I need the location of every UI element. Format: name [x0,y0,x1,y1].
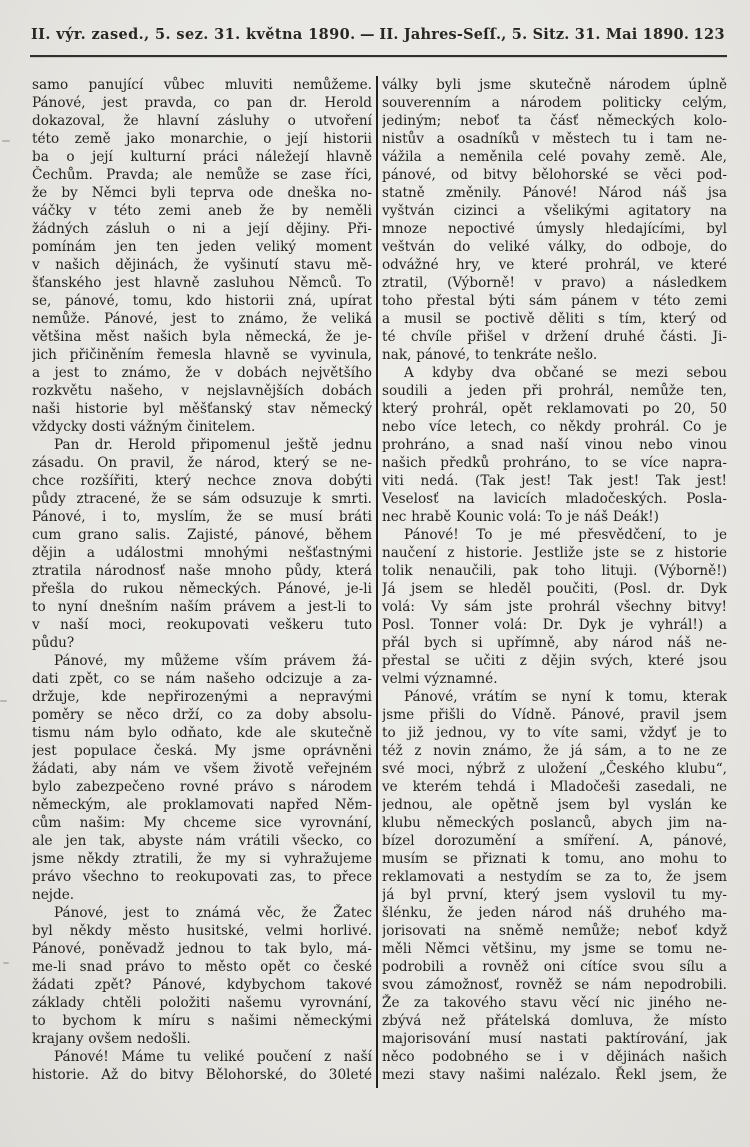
text-line: viti nedá. (Tak jest! Tak jest! Tak jest! [382,473,727,489]
text-line: žádných zásluh o ni a její dějiny. Při- [32,221,372,237]
text-line: dějin a událostmi mnohými nešťastnými [32,545,372,561]
text-line: svou zámožnosť, rovněž se nám nepodrobili. [382,977,727,993]
text-line: já byl první, který jsem vyslovil tu my- [382,887,727,903]
text-line: Pánové, my můžeme vším právem žá- [54,653,372,669]
text-line: šťanského jest hlavně zasluhou Němců. To [32,275,372,291]
text-line: cům našim: My chceme sice vyrovnání, [32,815,372,831]
text-line: tismu nám bylo odňato, kde ale skutečně [32,725,372,741]
text-line: německým, ale proklamovati napřed Něm- [32,797,372,813]
text-line: byl někdy město husitské, velmi horlivé. [32,923,372,939]
text-line: jest populace česká. My jsme oprávněni [32,743,372,759]
text-line: dokazoval, že hlavní zásluhy o utvoření [32,113,372,129]
text-line: přál bych si upřímně, aby národ náš ne- [382,635,727,651]
text-line: nebo více letech, co někdy prohrál. Co je [382,419,727,435]
text-line: jorisovati na sněmě nemůže; neboť když [382,923,727,939]
text-line: své moci, nýbrž z uložení „Českého klubu“, [382,761,727,777]
text-line: Pan dr. Herold připomenul ještě jednu [54,437,372,453]
text-line: samo panující vůbec mluviti nemůžeme. [32,77,372,93]
page-header [31,26,725,50]
text-line: Že za takového stavu věcí nic jiného ne- [382,995,727,1011]
text-line: a jest to známo, že v dobách největšího [32,365,372,381]
header-rule [30,55,727,57]
text-line: klubu německých poslanců, abych jim na- [382,815,727,831]
text-line: Já jsem se hleděl poučiti, (Posl. dr. Dyk [382,581,727,597]
text-line: Pánové, vrátím se nyní k tomu, kterak [404,689,727,705]
text-line: mezi stavy našimi nalézalo. Řekl jsem, že [382,1067,727,1083]
text-line: držuje, kde nepřirozenými a nepravými [32,689,372,705]
text-line: většina měst našich byla německá, že je- [32,329,372,345]
text-line: ztratila národnosť naše mnoho půdy, která [32,563,372,579]
text-body [32,76,727,1088]
text-line: přestal se učiti z dějin svých, které jsou [382,653,727,669]
text-line: též z novin známo, že já sám, a to ne ze [382,743,727,759]
text-line: mnoze nepoctivé úmysly hledajícími, byl [382,221,727,237]
text-line: to bychom k míru s našimi německými [32,1013,372,1029]
header-session-czech: II. výr. zased., 5. sez. 31. května 1890. [31,26,356,43]
text-line: Pánové, poněvadž jednou to tak bylo, má- [32,941,372,957]
text-line: to již jednou, vy to víte sami, vždyť je to [382,725,727,741]
right-column [382,76,727,1088]
text-line: právo všechno to reokupovati zas, to přece [32,869,372,885]
text-line: reklamovati a nestydím se za to, že jsem [382,869,727,885]
text-line: volá: Vy sám jste prohrál všechny bitvy! [382,599,727,615]
text-line: dati zpět, co se nám našeho odcizuje a za- [32,671,372,687]
text-line: zásadu. On pravil, že národ, který se ne- [32,455,372,471]
text-line: něco podobného se i v dějinách našich [382,1049,727,1065]
text-line: podrobili a rovněž oni cítíce svou sílu a [382,959,727,975]
text-line: základy chtěli položiti našemu vyrovnání, [32,995,372,1011]
text-line: souverenním a národem politicky celým, [382,95,727,111]
text-line: Pánové, i to, myslím, že se musí bráti [32,509,372,525]
text-line: majorisování musí nastati paktírování, jak [382,1031,727,1047]
text-line: jich přičiněním řemesla hlavně se vyvinula, [32,347,372,363]
text-line: A kdyby dva občané se mezi sebou [404,365,727,381]
text-line: jednou, ale opětně jsem byl vyslán ke [382,797,727,813]
header-dash: — [360,26,375,43]
text-line: Pánové, jest to známá věc, že Žatec [54,905,372,921]
text-line: poměry se něco drží, co za doby absolu- [32,707,372,723]
text-line: půdy ztracené, že se sám odsuzuje k smrti. [32,491,372,507]
text-line: přešla do rukou německých. Pánové, je-li [32,581,372,597]
text-line: historie. Až do bitvy Bělohorské, do 30leté [32,1067,372,1083]
text-line: této země jako monarchie, o její historii [32,131,372,147]
text-line: války byli jsme skutečně národem úplně [382,77,727,93]
text-line: té chvíle přišel v držení druhé části. Ji- [382,329,727,345]
text-line: veštván do veliké války, do odboje, do [382,239,727,255]
text-line: jsme přišli do Vídně. Pánové, pravil jsem [382,707,727,723]
text-line: velmi významné. [382,671,498,687]
text-line: v našich dějinách, že vyšinutí stavu mě- [32,257,372,273]
text-line: našich předků prohráno, to se více napra- [382,455,727,471]
text-line: vždycky dosti vážným činitelem. [32,419,256,435]
text-line: ba o její kulturní práci náležejí hlavně [32,149,372,165]
text-line: rozkvětu našeho, v nejslavnějších dobách [32,383,372,399]
text-line: šlénku, že jeden národ náš druhého ma- [382,905,727,921]
text-line: Pánové, jest pravda, co pan dr. Herold [32,95,372,111]
text-line: zbývá než přátelská domluva, že místo [382,1013,727,1029]
scan-artifact [0,700,7,702]
text-line: to nyní dnešním naším právem a jest-li to [32,599,372,615]
text-line: tolik nenaučili, pak toho lituji. (Výborně!) [382,563,727,579]
column-divider [376,76,378,1088]
text-line: pomínám jen ten jeden veliký moment [32,239,372,255]
page-number: 123 [693,26,725,43]
text-line: který prohrál, opět reklamovati po 20, 50 [382,401,727,417]
text-line: váčky v této zemi aneb že by neměli [32,203,372,219]
text-line: Pánové! Máme tu veliké poučení z naší [54,1049,372,1065]
header-session-german: II. Jahres-Seſſ., 5. Sitz. 31. Mai 1890. [379,26,690,43]
text-line: ztratil, (Výborně! v pravo) a následkem [382,275,727,291]
text-line: jediným; neboť ta čásť německých kolo- [382,113,727,129]
text-line: nak, pánové, to tenkráte nešlo. [382,347,598,363]
text-line: bízel dorozumění a smíření. A, pánové, [382,833,727,849]
text-line: nejde. [32,887,75,903]
text-line: musím se přiznati k tomu, ano mohu to [382,851,727,867]
text-line: me-li snad právo to město opět co české [32,959,372,975]
text-line: nistův a osadníků v městech tu i tam ne- [382,131,727,147]
text-line: žádati zpět? Pánové, kdybychom takové [32,977,372,993]
text-line: krajany ovšem nedošli. [32,1031,191,1047]
text-line: vážila a neměnila celé povahy země. Ale, [382,149,727,165]
text-line: odvážné hry, ve které prohrál, ve které [382,257,727,273]
text-line: naučení z historie. Jestliže jste se z historie [382,545,727,561]
text-line: bylo zabezpečeno rovné právo s národem [32,779,372,795]
text-line: se, pánové, tomu, kdo historii zná, upírat [32,293,372,309]
text-line: a musil se poctivě děliti s tím, který od [382,311,727,327]
text-line: jsme někdy ztratili, že my si vyhražujeme [32,851,372,867]
text-line: ale jen tak, abyste nám vrátili všecko, co [32,833,372,849]
text-line: toho přestal býti sám pánem v této zemi [382,293,727,309]
scan-artifact [3,962,9,964]
text-line: půdu? [32,635,75,651]
text-line: že by Němci byli teprva ode dneška no- [32,185,372,201]
text-line: Posl. Tonner volá: Dr. Dyk je vyhrál!) a [382,617,727,633]
text-line: Pánové! To je mé přesvědčení, to je [404,527,727,543]
text-line: prohráno, a snad naší vinou nebo vinou [382,437,727,453]
text-line: pánové, od bitvy bělohorské se věci pod- [382,167,727,183]
text-line: měli Němci většinu, my jsme se tomu ne- [382,941,727,957]
text-line: chce rozšířiti, který nechce znova dobýti [32,473,372,489]
text-line: Čechům. Pravda; ale nemůže se zase říci, [32,167,372,183]
left-column [32,76,372,1088]
text-line: ve kterém tehdá i Mladočeši zasedali, ne [382,779,727,795]
text-line: nemůže. Pánové, jest to známo, že veliká [32,311,372,327]
scan-artifact [2,140,10,142]
text-line: žádati, aby nám ve všem životě veřejném [32,761,372,777]
text-line: vyštván cizinci a všelikými agitatory na [382,203,727,219]
text-line: naši historie byl měšťanský stav německý [32,401,372,417]
text-line: nec hrabě Kounic volá: To je náš Deák!) [382,509,659,525]
text-line: Veselosť na lavicích mladočeských. Posla- [382,491,727,507]
text-line: cum grano salis. Zajisté, pánové, během [32,527,372,543]
text-line: statně změnily. Pánové! Národ náš jsa [382,185,727,201]
text-line: soudili a jeden při prohrál, nemůže ten, [382,383,727,399]
text-line: v naší moci, reokupovati veškeru tuto [32,617,372,633]
